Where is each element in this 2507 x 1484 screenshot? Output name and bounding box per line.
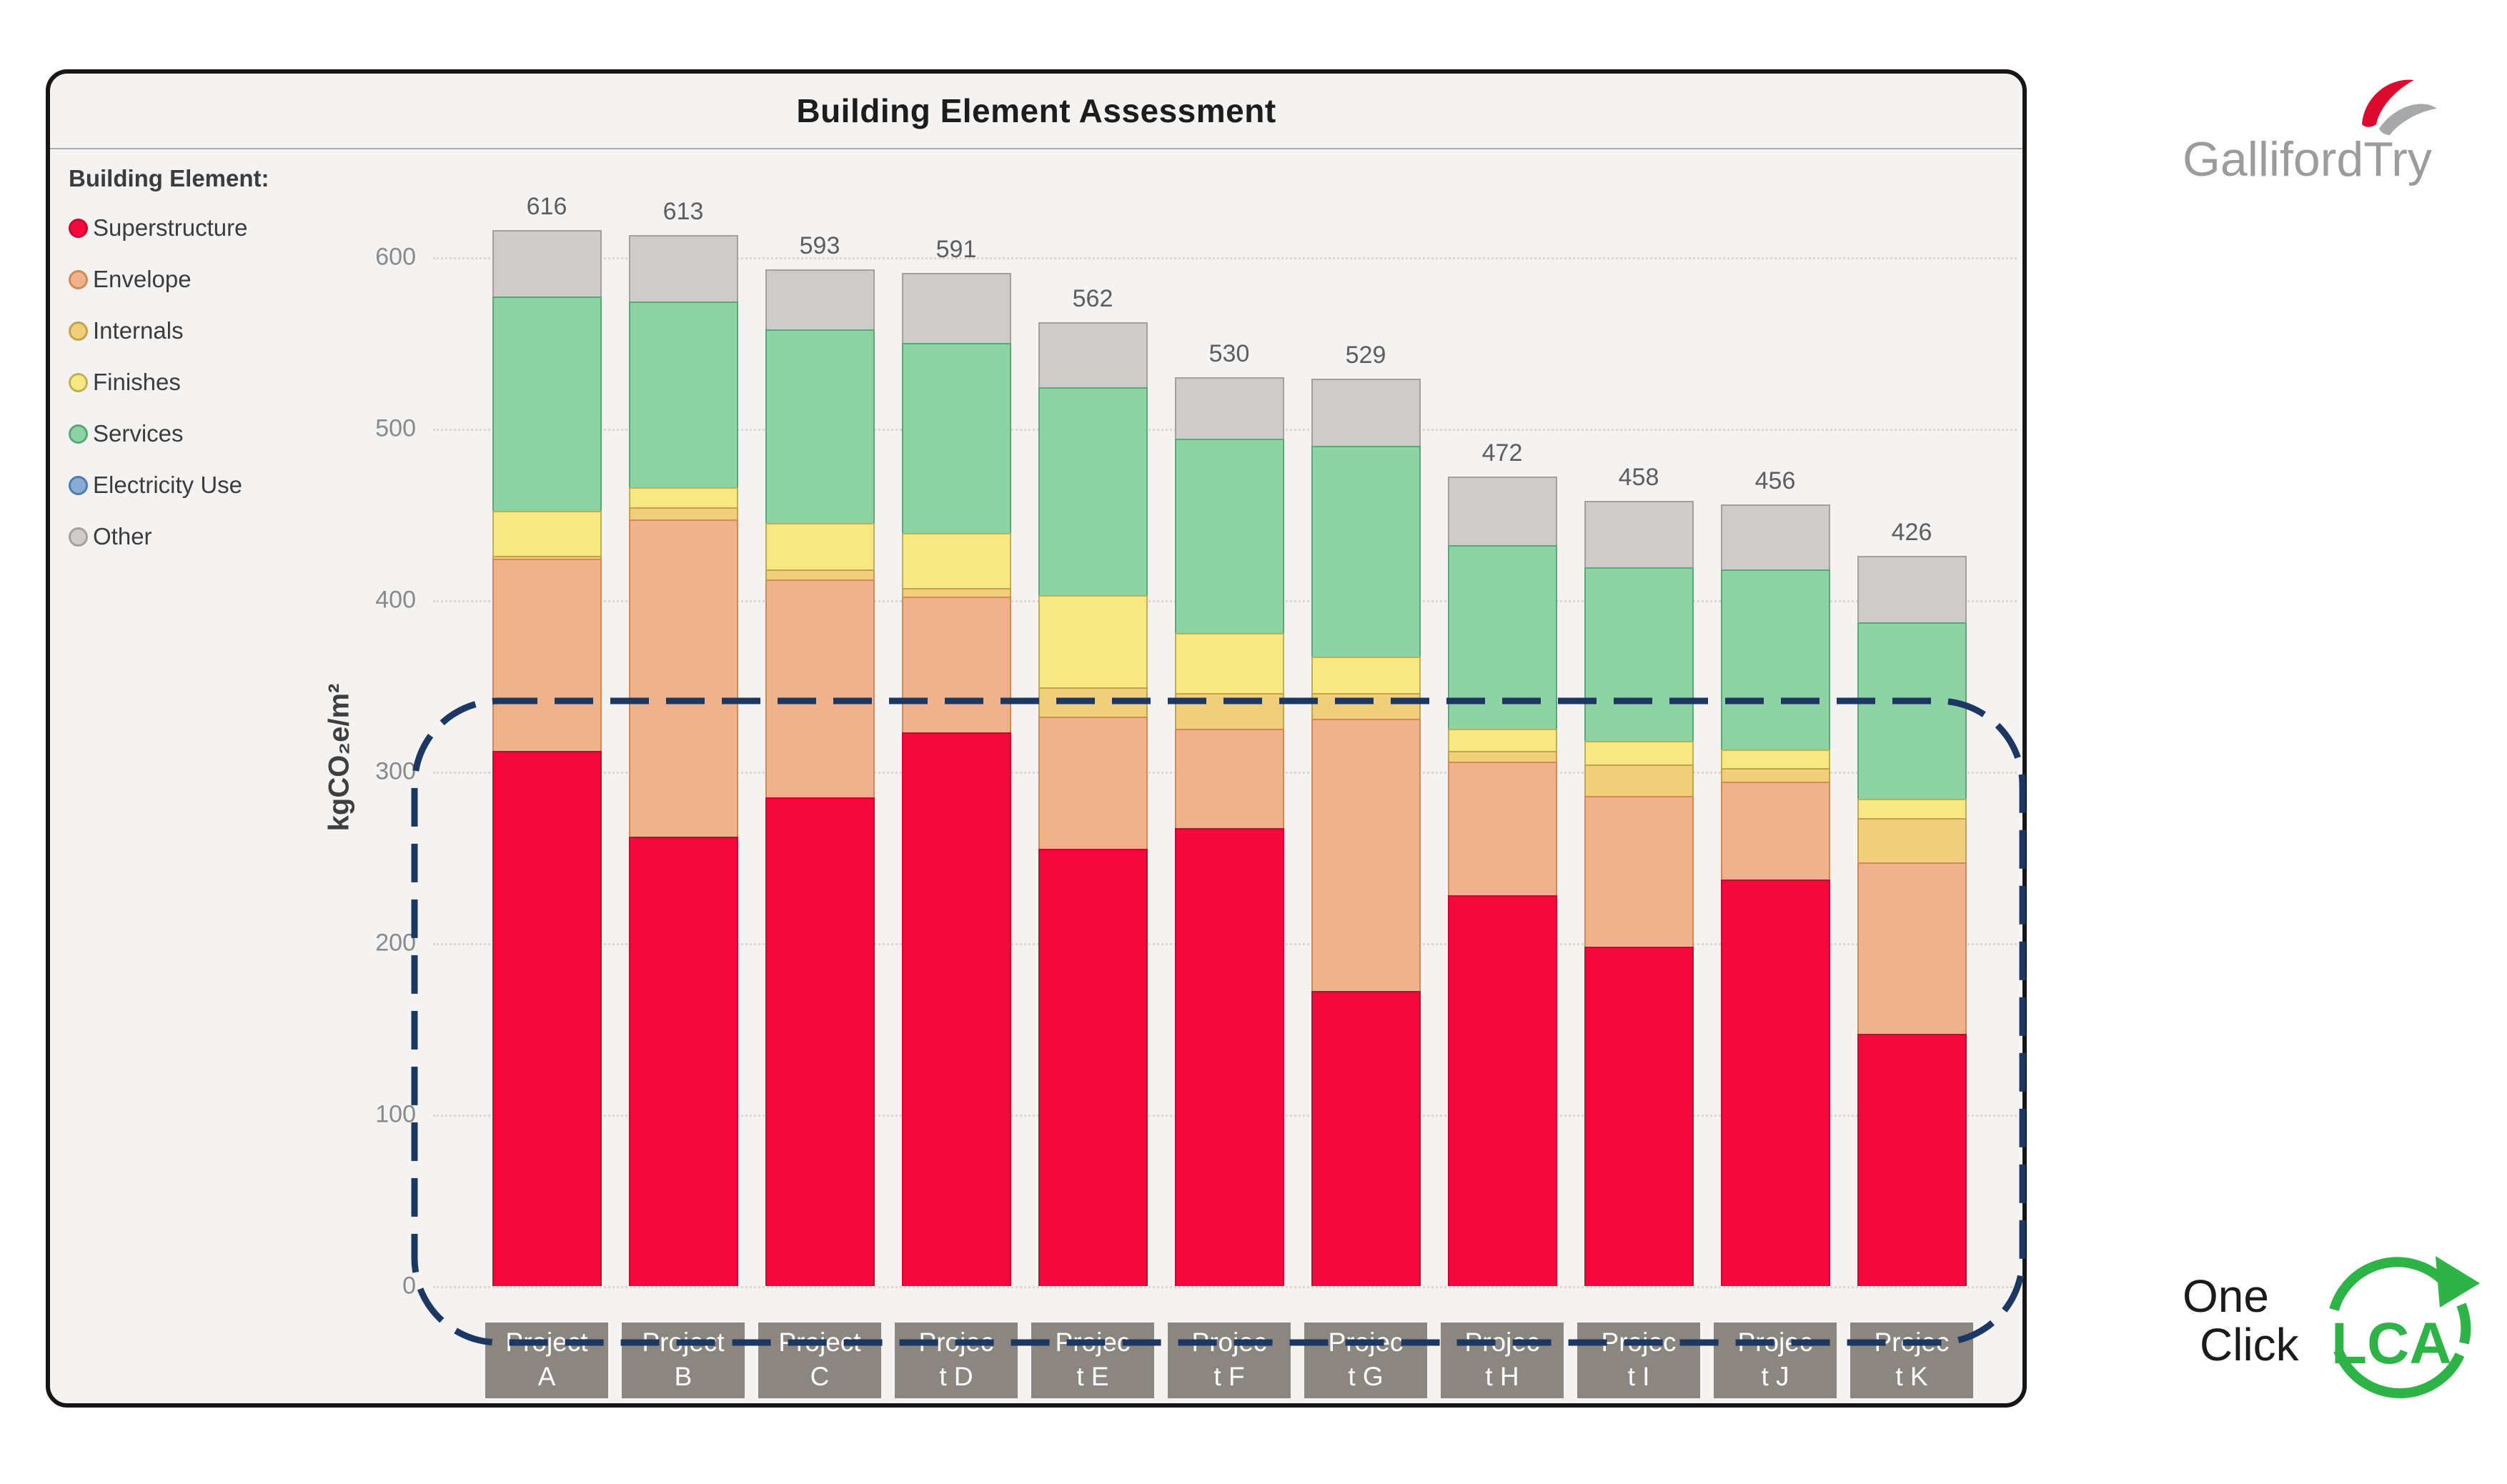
legend-swatch-icon	[69, 527, 88, 547]
x-axis-label: Projec t D	[895, 1323, 1018, 1398]
bar-segment-envelope[interactable]	[1584, 796, 1694, 947]
bar-total-label: 529	[1345, 342, 1386, 369]
bar-total-label: 456	[1754, 467, 1796, 494]
stacked-bar-project-h[interactable]	[1448, 477, 1557, 1286]
bar-segment-other[interactable]	[765, 269, 875, 329]
bar-segment-superstructure[interactable]	[1857, 1034, 1967, 1286]
bar-segment-superstructure[interactable]	[1584, 947, 1694, 1286]
y-tick-label: 200	[375, 929, 416, 957]
bar-segment-finishes[interactable]	[1584, 741, 1694, 765]
bar-segment-services[interactable]	[1584, 567, 1694, 740]
stacked-bar-project-d[interactable]	[902, 273, 1011, 1286]
bar-segment-finishes[interactable]	[1721, 750, 1830, 768]
bar-segment-services[interactable]	[1038, 387, 1148, 594]
y-tick-label: 300	[375, 757, 416, 785]
legend-swatch-icon	[69, 219, 88, 238]
bar-segment-other[interactable]	[1721, 504, 1830, 569]
bar-segment-internals[interactable]	[1175, 693, 1284, 729]
stacked-bar-project-a[interactable]	[492, 230, 602, 1286]
oneclick-lca-text: LCA	[2331, 1311, 2452, 1376]
bar-segment-services[interactable]	[1311, 446, 1421, 657]
legend-heading: Building Element:	[69, 165, 269, 191]
bar-segment-services[interactable]	[902, 343, 1011, 533]
legend-item-label: Services	[93, 420, 184, 447]
legend-swatch-icon	[69, 322, 88, 341]
bar-total-label: 426	[1891, 518, 1932, 546]
bar-segment-services[interactable]	[1448, 545, 1557, 729]
x-axis-label: Projec t H	[1441, 1323, 1564, 1398]
bar-segment-services[interactable]	[492, 297, 602, 511]
x-axis-label: Projec t E	[1031, 1323, 1154, 1398]
bar-segment-other[interactable]	[492, 230, 602, 297]
bar-segment-superstructure[interactable]	[1311, 991, 1421, 1286]
chart-title: Building Element Assessment	[796, 92, 1276, 129]
bar-segment-services[interactable]	[1721, 569, 1830, 750]
bar-segment-other[interactable]	[1857, 556, 1967, 623]
bar-segment-superstructure[interactable]	[765, 797, 875, 1286]
legend-item-electricity-use[interactable]	[69, 459, 269, 511]
lca-arrowhead-icon	[2436, 1256, 2480, 1308]
gridline	[433, 1286, 2017, 1288]
bar-segment-envelope[interactable]	[1721, 782, 1830, 880]
bar-segment-other[interactable]	[1448, 477, 1557, 545]
legend-swatch-icon	[69, 424, 88, 444]
legend-item-label: Finishes	[93, 369, 181, 395]
stacked-bar-project-c[interactable]	[765, 269, 875, 1286]
bar-segment-services[interactable]	[1175, 439, 1284, 632]
legend-item-label: Other	[93, 523, 152, 549]
bar-total-label: 530	[1208, 340, 1250, 367]
x-axis-label: Projec t F	[1168, 1323, 1291, 1398]
bar-segment-finishes[interactable]	[1857, 799, 1967, 817]
legend-list	[69, 202, 269, 562]
bar-segment-other[interactable]	[629, 235, 738, 302]
bar-segment-internals[interactable]	[1311, 693, 1421, 719]
bar-segment-internals[interactable]	[1448, 751, 1557, 761]
bar-total-label: 562	[1072, 285, 1113, 313]
bar-total-label: 472	[1481, 439, 1523, 467]
bar-segment-other[interactable]	[1311, 379, 1421, 446]
bar-segment-internals[interactable]	[902, 588, 1011, 597]
bar-segment-superstructure[interactable]	[1721, 880, 1830, 1286]
bar-segment-other[interactable]	[1175, 377, 1284, 439]
bar-segment-envelope[interactable]	[765, 579, 875, 797]
bar-segment-other[interactable]	[1584, 501, 1694, 568]
bar-segment-finishes[interactable]	[492, 511, 602, 555]
bar-segment-finishes[interactable]	[902, 533, 1011, 588]
bar-segment-internals[interactable]	[1857, 818, 1967, 862]
x-axis-label: Projec t I	[1577, 1323, 1700, 1398]
stacked-bar-project-i[interactable]	[1584, 501, 1694, 1286]
legend-item-envelope[interactable]	[69, 254, 269, 305]
gallifordtry-logo	[2181, 71, 2507, 186]
x-axis-label: Project B	[622, 1323, 745, 1398]
bar-segment-envelope[interactable]	[1857, 862, 1967, 1034]
legend-item-services[interactable]	[69, 408, 269, 459]
legend-item-label: Envelope	[93, 266, 192, 292]
stacked-bar-project-g[interactable]	[1311, 379, 1421, 1286]
bar-total-label: 593	[799, 231, 840, 259]
bar-total-label: 613	[662, 197, 704, 225]
stacked-bar-project-f[interactable]	[1175, 377, 1284, 1286]
bar-total-label: 616	[526, 192, 567, 220]
one-click-lca-logo	[2171, 1242, 2486, 1420]
bar-segment-internals[interactable]	[1584, 765, 1694, 795]
bar-segment-superstructure[interactable]	[492, 751, 602, 1286]
bar-segment-internals[interactable]	[765, 569, 875, 579]
bar-segment-internals[interactable]	[1721, 768, 1830, 782]
bar-segment-other[interactable]	[902, 273, 1011, 343]
gallifordtry-wordmark: GallifordTry	[2183, 132, 2432, 186]
oneclick-one-text: One	[2183, 1270, 2269, 1322]
legend-item-other[interactable]	[69, 511, 269, 562]
x-axis-label: Projec t G	[1304, 1323, 1427, 1398]
bar-segment-internals[interactable]	[629, 507, 738, 519]
legend-swatch-icon	[69, 270, 88, 289]
bar-total-label: 458	[1618, 463, 1659, 491]
bar-segment-superstructure[interactable]	[1175, 828, 1284, 1286]
bar-segment-envelope[interactable]	[1038, 717, 1148, 849]
gallifordtry-leaf-gray-icon	[2379, 104, 2437, 135]
legend-item-superstructure[interactable]	[69, 202, 269, 254]
legend	[69, 165, 269, 562]
bar-segment-envelope[interactable]	[629, 519, 738, 837]
bar-segment-other[interactable]	[1038, 322, 1148, 387]
bar-segment-services[interactable]	[765, 329, 875, 523]
chart-header	[50, 74, 2022, 149]
bar-segment-envelope[interactable]	[1311, 719, 1421, 992]
bar-segment-superstructure[interactable]	[1448, 895, 1557, 1286]
bar-segment-envelope[interactable]	[492, 559, 602, 751]
chart-panel	[46, 69, 2027, 1408]
y-tick-label: 600	[375, 243, 416, 271]
y-tick-label: 100	[375, 1100, 416, 1128]
stacked-bar-project-b[interactable]	[629, 235, 738, 1286]
bar-segment-superstructure[interactable]	[629, 837, 738, 1286]
legend-item-label: Superstructure	[93, 214, 248, 241]
bar-segment-envelope[interactable]	[1175, 729, 1284, 828]
y-tick-label: 400	[375, 586, 416, 614]
legend-swatch-icon	[69, 373, 88, 392]
stacked-bar-project-e[interactable]	[1038, 322, 1148, 1286]
legend-item-label: Internals	[93, 317, 184, 344]
bar-segment-superstructure[interactable]	[902, 732, 1011, 1286]
bar-segment-internals[interactable]	[1038, 687, 1148, 717]
bar-segment-services[interactable]	[1857, 622, 1967, 799]
oneclick-click-text: Click	[2200, 1319, 2299, 1370]
legend-item-internals[interactable]	[69, 305, 269, 357]
y-tick-label: 0	[402, 1272, 416, 1300]
bar-segment-finishes[interactable]	[1175, 633, 1284, 693]
bar-segment-finishes[interactable]	[765, 523, 875, 569]
bar-segment-finishes[interactable]	[629, 487, 738, 508]
bar-segment-envelope[interactable]	[902, 597, 1011, 732]
x-axis-label: Projec t J	[1714, 1323, 1837, 1398]
legend-item-finishes[interactable]	[69, 357, 269, 408]
x-axis-label: Project C	[758, 1323, 881, 1398]
x-axis-label: Project A	[485, 1323, 608, 1398]
bar-segment-finishes[interactable]	[1038, 595, 1148, 688]
y-tick-label: 500	[375, 414, 416, 442]
bar-segment-finishes[interactable]	[1311, 657, 1421, 692]
stacked-bar-project-j[interactable]	[1721, 504, 1830, 1286]
bar-segment-envelope[interactable]	[1448, 762, 1557, 895]
bar-total-label: 591	[935, 235, 977, 263]
bar-segment-superstructure[interactable]	[1038, 849, 1148, 1286]
stacked-bar-project-k[interactable]	[1857, 556, 1967, 1286]
y-axis-title: kgCO₂e/m²	[323, 683, 355, 832]
bar-segment-finishes[interactable]	[1448, 729, 1557, 751]
bar-segment-services[interactable]	[629, 302, 738, 487]
legend-item-label: Electricity Use	[93, 472, 243, 498]
x-axis-label: Projec t K	[1850, 1323, 1973, 1398]
legend-swatch-icon	[69, 476, 88, 495]
